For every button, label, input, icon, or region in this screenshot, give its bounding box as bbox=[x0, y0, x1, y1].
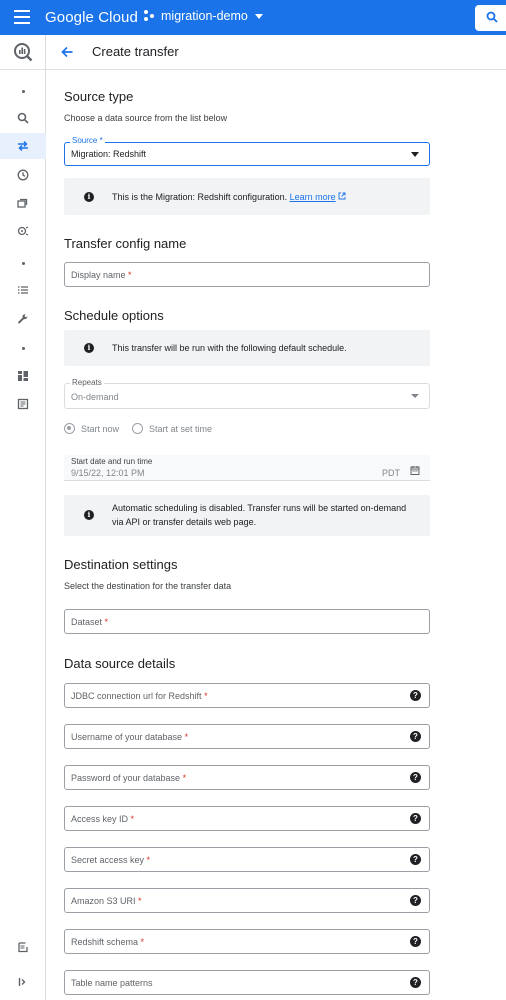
schedule-info-text: This transfer will be run with the following default schedule. bbox=[112, 343, 347, 353]
report-icon bbox=[17, 398, 29, 410]
rail-item-reports[interactable] bbox=[0, 391, 46, 417]
search-icon bbox=[486, 11, 498, 23]
start-now-radio[interactable] bbox=[64, 423, 119, 434]
project-name: migration-demo bbox=[161, 9, 248, 23]
chevron-down-icon bbox=[255, 14, 263, 19]
clock-icon bbox=[17, 169, 29, 181]
repeats-select bbox=[64, 378, 430, 409]
wrench-icon bbox=[17, 313, 29, 325]
expand-rail-button[interactable] bbox=[0, 969, 46, 995]
dropdown-arrow-icon bbox=[411, 394, 419, 398]
display-name-label: Display name * bbox=[71, 270, 132, 280]
search-icon bbox=[17, 112, 29, 124]
rail-item-settings[interactable] bbox=[0, 306, 46, 332]
source-info-text bbox=[112, 190, 346, 204]
start-date-field bbox=[64, 455, 430, 481]
rail-item-transfers[interactable] bbox=[0, 133, 46, 159]
s3-uri-label: Amazon S3 URI * bbox=[71, 896, 142, 906]
help-icon[interactable]: ? bbox=[410, 936, 421, 947]
learn-more-link[interactable]: Learn more bbox=[289, 192, 336, 202]
section-title-schedule: Schedule options bbox=[64, 308, 164, 323]
source-select[interactable] bbox=[64, 136, 430, 166]
section-subtitle-source-type: Choose a data source from the list below bbox=[64, 113, 228, 123]
calendar-icon bbox=[410, 465, 420, 475]
scheduling-disabled-text: Automatic scheduling is disabled. Transfer runs will be started on-demand via API or transfer details web page. bbox=[112, 503, 407, 527]
repeats-label: Repeats bbox=[72, 378, 102, 387]
redshift-schema-field[interactable] bbox=[64, 929, 430, 954]
grid-icon bbox=[17, 370, 29, 382]
rail-dot bbox=[0, 335, 46, 361]
radio-selected-icon bbox=[64, 423, 75, 434]
layers-icon bbox=[17, 197, 29, 209]
db-password-field[interactable] bbox=[64, 765, 430, 790]
google-cloud-logo[interactable]: Google Cloud bbox=[45, 9, 138, 26]
rail-item-scheduled[interactable] bbox=[0, 162, 46, 188]
table-name-patterns-field[interactable] bbox=[64, 970, 430, 995]
rail-divider bbox=[0, 69, 46, 70]
dataset-label: Dataset * bbox=[71, 617, 109, 627]
access-key-id-label: Access key ID * bbox=[71, 814, 135, 824]
start-at-set-time-label: Start at set time bbox=[149, 423, 213, 434]
help-icon[interactable]: ? bbox=[410, 854, 421, 865]
help-icon[interactable]: ? bbox=[410, 690, 421, 701]
bigquery-logo[interactable] bbox=[0, 39, 46, 65]
rail-item-analytics-hub[interactable] bbox=[0, 190, 46, 216]
project-picker[interactable] bbox=[144, 9, 263, 23]
radio-unselected-icon bbox=[132, 423, 143, 434]
back-button[interactable] bbox=[60, 45, 74, 64]
info-icon: i bbox=[84, 192, 94, 202]
source-select-label: Source * bbox=[72, 136, 103, 145]
rail-item-release-notes[interactable] bbox=[0, 934, 46, 960]
rail-dot bbox=[0, 78, 46, 104]
jdbc-url-field[interactable] bbox=[64, 683, 430, 708]
source-info-banner bbox=[64, 178, 430, 215]
help-icon[interactable]: ? bbox=[410, 731, 421, 742]
expand-icon bbox=[18, 977, 28, 987]
start-now-label: Start now bbox=[81, 423, 120, 434]
target-icon bbox=[17, 225, 29, 237]
page-title: Create transfer bbox=[92, 44, 179, 59]
arrow-back-icon bbox=[60, 45, 74, 59]
timezone-label: PDT bbox=[382, 468, 400, 478]
schedule-info-banner bbox=[64, 330, 430, 366]
help-icon[interactable]: ? bbox=[410, 813, 421, 824]
help-icon[interactable]: ? bbox=[410, 772, 421, 783]
search-button[interactable] bbox=[475, 5, 506, 31]
notes-icon bbox=[17, 941, 29, 953]
section-title-data-source-details: Data source details bbox=[64, 656, 176, 671]
db-username-field[interactable] bbox=[64, 724, 430, 749]
start-at-set-time-radio[interactable] bbox=[132, 423, 212, 434]
section-subtitle-destination: Select the destination for the transfer data bbox=[64, 581, 232, 591]
db-username-label: Username of your database * bbox=[71, 732, 189, 742]
scheduling-disabled-banner bbox=[64, 495, 430, 536]
page-header bbox=[46, 35, 506, 70]
s3-uri-field[interactable] bbox=[64, 888, 430, 913]
start-date-value: 9/15/22, 12:01 PM bbox=[71, 468, 145, 478]
top-app-bar bbox=[0, 0, 506, 35]
help-icon[interactable]: ? bbox=[410, 895, 421, 906]
section-title-source-type: Source type bbox=[64, 89, 134, 104]
table-name-patterns-label: Table name patterns bbox=[71, 978, 153, 988]
section-title-config-name: Transfer config name bbox=[64, 236, 187, 251]
rail-item-search[interactable] bbox=[0, 105, 46, 131]
rail-item-dashboard[interactable] bbox=[0, 363, 46, 389]
rail-item-list[interactable] bbox=[0, 277, 46, 303]
repeats-value: On-demand bbox=[71, 392, 119, 402]
start-date-label: Start date and run time bbox=[71, 457, 153, 466]
db-password-label: Password of your database * bbox=[71, 773, 187, 783]
info-text: This is the Migration: Redshift configuration. bbox=[112, 192, 288, 202]
menu-icon[interactable] bbox=[14, 10, 30, 24]
info-icon: i bbox=[84, 343, 94, 353]
jdbc-url-label: JDBC connection url for Redshift * bbox=[71, 691, 208, 701]
section-title-destination: Destination settings bbox=[64, 557, 178, 572]
rail-item-dataform[interactable] bbox=[0, 218, 46, 244]
redshift-schema-label: Redshift schema * bbox=[71, 937, 145, 947]
secret-access-key-label: Secret access key * bbox=[71, 855, 151, 865]
list-icon bbox=[17, 284, 29, 296]
secret-access-key-field[interactable] bbox=[64, 847, 430, 872]
dataset-field[interactable] bbox=[64, 609, 430, 634]
dropdown-arrow-icon bbox=[411, 152, 419, 157]
access-key-id-field[interactable] bbox=[64, 806, 430, 831]
rail-dot bbox=[0, 250, 46, 276]
help-icon[interactable]: ? bbox=[410, 977, 421, 988]
external-link-icon bbox=[338, 192, 346, 200]
swap-arrows-icon bbox=[17, 140, 29, 152]
source-select-value: Migration: Redshift bbox=[71, 149, 147, 159]
left-nav-rail bbox=[0, 35, 46, 1000]
bigquery-icon bbox=[13, 42, 33, 62]
info-icon: i bbox=[84, 510, 94, 520]
project-icon bbox=[144, 10, 156, 22]
display-name-field[interactable] bbox=[64, 262, 430, 287]
